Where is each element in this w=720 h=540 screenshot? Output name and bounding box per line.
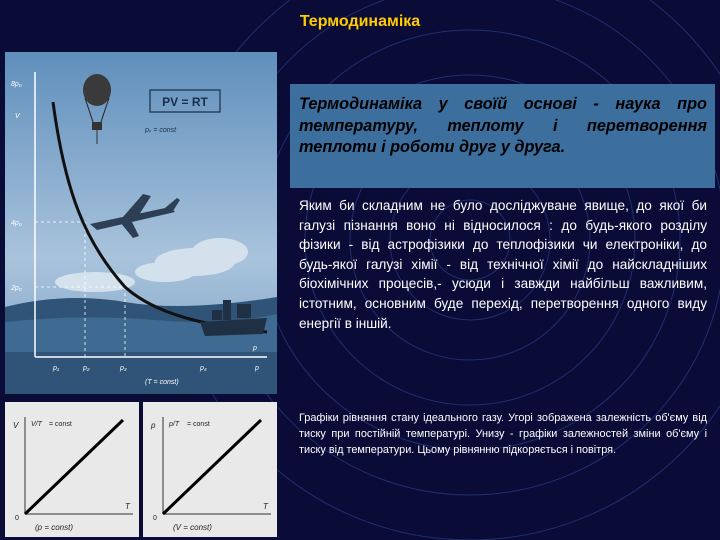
bottom-label-p3: p₃ [120,365,127,372]
definition-heading: Термодинаміка у своїй основі - наука про температуру, теплоту і перетворення теплоти і роботи друг у друга. [299,95,707,156]
vt-fraction: V/T [31,421,42,428]
formula-label: PV = RT [162,95,208,109]
volume-temperature-graph [5,402,139,537]
y-label-v: V [15,113,20,120]
bottom-label-p: p [255,365,259,372]
pt-axis-x: T [263,502,268,511]
y-label-4p0: 4p₀ [11,220,22,227]
y-label-2p0: 2p₀ [11,285,22,292]
pt-footer: (V = const) [173,523,212,532]
vt-axis-y: V [13,421,19,430]
pt-fraction: p/T [169,421,180,428]
bottom-label-p4: p₄ [200,365,207,372]
bottom-label-p2: p₂ [83,365,90,372]
bottom-label-p1: p₁ [53,365,60,372]
pressure-temperature-graph [143,402,277,537]
pt-origin: 0 [153,515,157,522]
pt-const: = const [187,421,210,428]
balloon-const-label: pᵥ = const [145,127,177,134]
vt-const: = const [49,421,72,428]
x-label-p: p [253,345,257,352]
pt-line [163,420,261,514]
vt-origin: 0 [15,515,19,522]
thermodynamics-illustration [5,52,277,394]
bottom-label-tconst: (T = const) [145,379,179,386]
vt-axis-x: T [125,502,130,511]
body-paragraph: Яким би складним не було досліджуване явище, до якої би галузі пізнання воно ні відносилося : до будь-якого розділу фізики - від астрофізики до теплофізики чи електроніки, до будь-якої галузі хімії - від технічної хімії до найскладніших біохімічних процесів,- усюди і завжди найбільш важливим, істотним, основним буде перехід, перетворення одного виду енергії в іншій. [299,198,707,331]
pt-axis-y: p [151,421,156,430]
graph-caption: Графіки рівняння стану ідеального газу. Угорі зображена залежність об'єму від тиску при постійній температурі. Унизу - графіки залежностей зміни об'єму і тиску від температури. Цьому рівнянню підкоряється і повітря. [299,412,707,457]
slide-title: Термодинаміка [299,13,421,30]
vt-line [25,420,123,514]
vt-footer: (p = const) [35,523,74,532]
y-label-8p0: 8p₀ [11,81,22,88]
